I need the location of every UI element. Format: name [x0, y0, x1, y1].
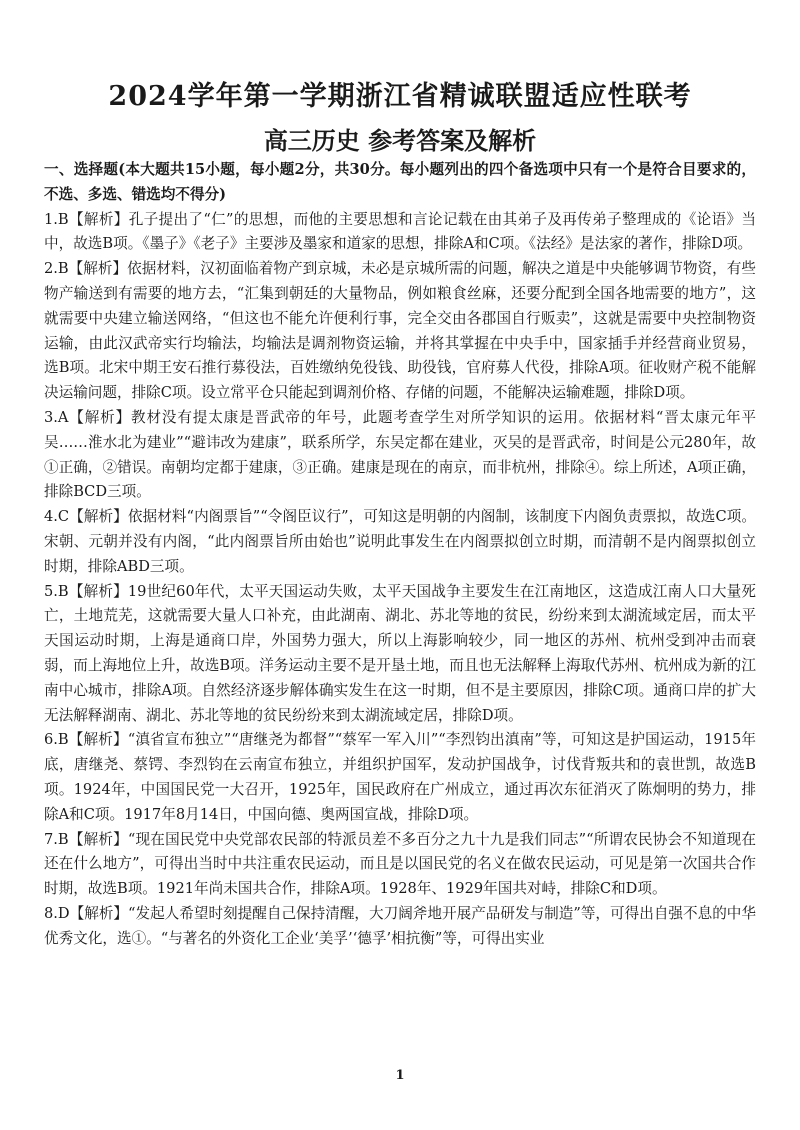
answer-item: 6.B【解析】“滇省宣布独立”“唐继尧为都督”“蔡军一军入川”“李烈钧出滇南”等，可知这是护国运动，1915年底，唐继尧、蔡锷、李烈钧在云南宣布独立，并组织护国军，发动护国战争，讨伐背叛共和的袁世凯，故选B项。1924年，中国国民党一大召开，1925年，国民政府在广州成立，通过再次东征消灭了陈炯明的势力，排除A和C项。1917年8月14日，中国向德、奥两国宣战，排除D项。 — [44, 731, 756, 823]
page-subtitle: 高三历史 参考答案及解析 — [263, 126, 537, 155]
answer-item: 1.B【解析】孔子提出了“仁”的思想，而他的主要思想和言论记载在由其弟子及再传弟子整理成的《论语》当中，故选B项。《墨子》《老子》主要涉及墨家和道家的思想，排除A和C项。《法经》是法家的著作，排除D项。 — [44, 210, 756, 253]
answer-item: 8.D【解析】“发起人希望时刻提醒自己保持清醒，大刀阔斧地开展产品研发与制造”等，可得出自强不息的中华优秀文化，选①。“与著名的外资化工企业‘美孚’‘德孚’相抗衡”等，可得出实业 — [44, 904, 756, 947]
answer-item: 2.B【解析】依据材料，汉初面临着物产到京城，未必是京城所需的问题，解决之道是中央能够调节物资，有些物产输送到有需要的地方去，“汇集到朝廷的大量物品，例如粮食丝麻，还要分配到全国各地需要的地方”，这就需要中央建立输送网络，“但这也不能允许便利行事，完全交由各郡国自行贩卖”，这就是需要中央控制物资运输，由此汉武帝实行均输法，均输法是调剂物资运输，并将其掌握在中央手中，国家插手并经营商业贸易，选B项。北宋中期王安石推行募役法，百姓缴纳免役钱、助役钱，官府募人代役，排除A项。征收财产税不能解决运输问题，排除C项。设立常平仓只能起到调剂价格、存储的问题，不能解决运输难题，排除D项。 — [44, 260, 756, 402]
answer-item: 4.C【解析】依据材料“内阁票旨”“令阁臣议行”，可知这是明朝的内阁制，该制度下内阁负责票拟，故选C项。宋朝、元朝并没有内阁，“此内阁票旨所由始也”说明此事发生在内阁票拟创立时期，而清朝不是内阁票拟创立时期，排除ABD三项。 — [44, 508, 756, 575]
answer-item: 3.A【解析】教材没有提太康是晋武帝的年号，此题考查学生对所学知识的运用。依据材料“晋太康元年平吴……淮水北为建业”“避讳改为建康”，联系所学，东吴定都在建业，灭吴的是晋武帝，时间是公元280年，故①正确，②错误。南朝均定都于建康，③正确。建康是现在的南京，而非杭州，排除④。综上所述，A项正确，排除BCD三项。 — [44, 408, 756, 501]
page-number: 1 — [395, 1068, 405, 1083]
page-title: 2024学年第一学期浙江省精诚联盟适应性联考 — [108, 81, 692, 112]
section-heading: 一、选择题(本大题共15小题，每小题2分，共30分。每小题列出的四个备选项中只有一个是符合目要求的，不选、多选、错选均不得分) — [44, 161, 756, 203]
answer-item: 5.B【解析】19世纪60年代，太平天国运动失败，太平天国战争主要发生在江南地区，这造成江南人口大量死亡，土地荒芜，这就需要大量人口补充，由此湖南、湖北、苏北等地的贫民，纷纷来到太湖流域定居，而太平天国运动时期，上海是通商口岸，外国势力强大，所以上海影响较少，同一地区的苏州、杭州受到冲击而衰弱，而上海地位上升，故选B项。洋务运动主要不是开垦土地，而且也无法解释上海取代苏州、杭州成为新的江南中心城市，排除A项。自然经济逐步解体确实发生在这一时期，但不是主要原因，排除C项。通商口岸的扩大无法解释湖南、湖北、苏北等地的贫民纷纷来到太湖流域定居，排除D项。 — [44, 582, 756, 724]
answer-body — [44, 158, 756, 952]
answer-item: 7.B【解析】“现在国民党中央党部农民部的特派员差不多百分之九十九是我们同志”“所谓农民协会不知道现在还在什么地方”，可得出当时中共注重农民运动，而且是以国民党的名义在做农民运动，可见是第一次国共合作时期，故选B项。1921年尚未国共合作，排除A项。1928年、1929年国共对峙，排除C和D项。 — [44, 830, 756, 898]
